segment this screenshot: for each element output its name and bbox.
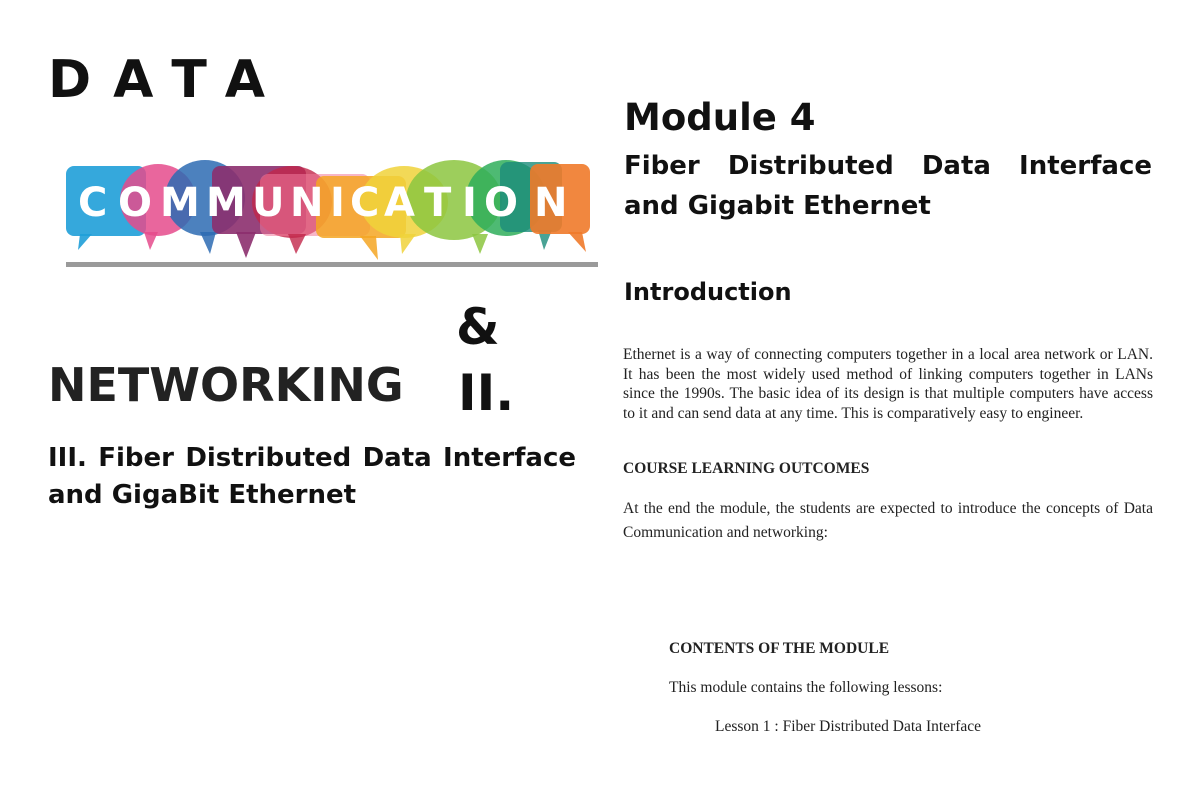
introduction-body: Ethernet is a way of connecting computers together in a local area network or LAN. It has been the most widely used method of linking computers together in LANs since the 1990s. The basic idea of its design is that multiple computers have access to it and can send data at any time. This is comparatively easy to engineer. (623, 346, 1153, 422)
logo-underline (66, 262, 598, 267)
logo-letter: C (350, 180, 380, 226)
logo-letter: N (534, 180, 568, 226)
cover-subtitle: III. Fiber Distributed Data Interface and GigaBit Ethernet (48, 443, 576, 510)
cover-roman-numeral: II. (458, 364, 515, 422)
logo-letter: A (384, 180, 415, 226)
logo-letter: U (252, 180, 285, 226)
introduction-heading: Introduction (624, 278, 792, 306)
logo-letter: O (484, 180, 519, 226)
outcomes-heading: COURSE LEARNING OUTCOMES (623, 460, 870, 477)
module-number: Module 4 (624, 96, 816, 139)
logo-letter: I (462, 180, 477, 226)
contents-heading: CONTENTS OF THE MODULE (669, 640, 890, 657)
logo-letter: I (330, 180, 345, 226)
logo-letter: T (424, 180, 452, 226)
logo-letter: M (160, 180, 200, 226)
outcomes-body: At the end the module, the students are expected to introduce the concepts of Data Communication and networking: (623, 500, 1153, 541)
communication-logo (60, 150, 600, 270)
lesson-item: Lesson 1 : Fiber Distributed Data Interface (715, 718, 981, 735)
cover-ampersand: & (456, 298, 500, 356)
logo-letter: M (206, 180, 246, 226)
cover-data-title: DATA (48, 50, 288, 110)
logo-letter: C (78, 180, 108, 226)
logo-letter: O (118, 180, 153, 226)
logo-letter: N (290, 180, 324, 226)
module-title: Fiber Distributed Data Interface and Gigabit Ethernet (624, 151, 1152, 221)
logo-letters (78, 180, 567, 226)
contents-intro: This module contains the following lessons: (669, 679, 943, 696)
cover-networking-title: NETWORKING (48, 358, 404, 412)
